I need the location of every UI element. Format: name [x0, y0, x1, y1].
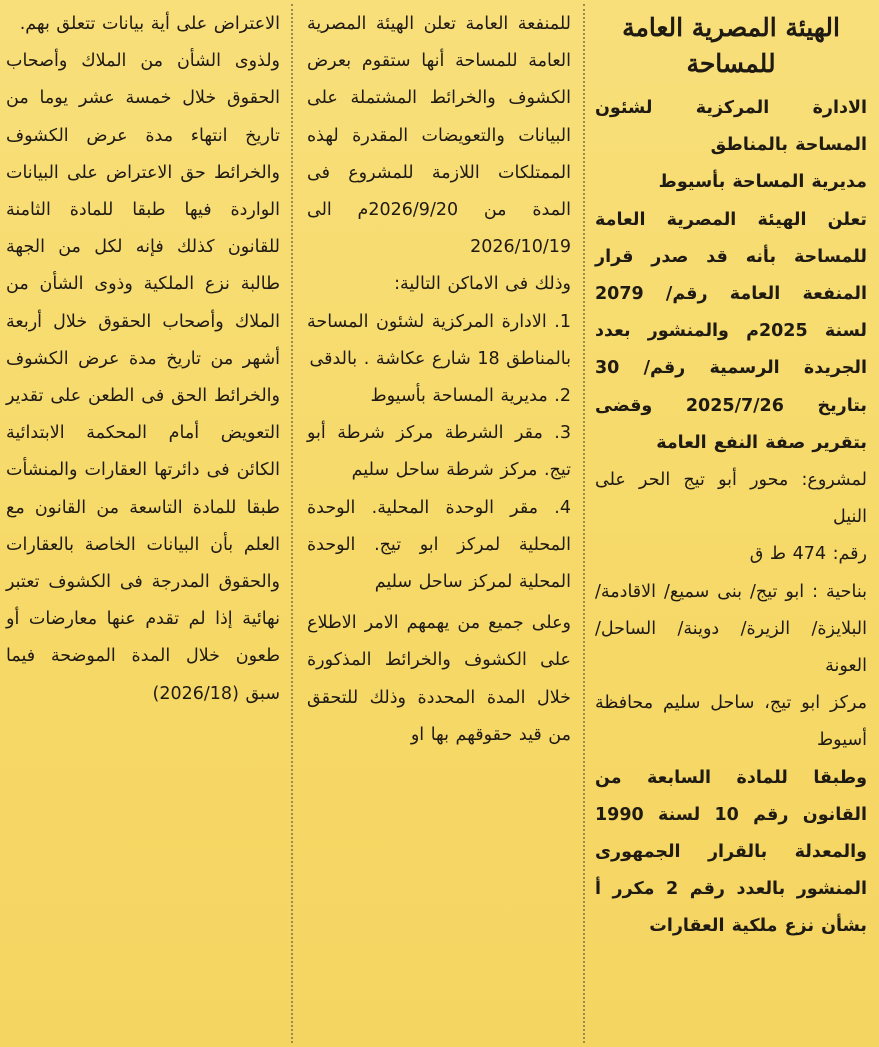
display-period: للمنفعة العامة تعلن الهيئة المصرية العامة للمساحة أنها ستقوم بعرض الكشوف والخرائط المشتملة على البيانات والتعويضات المقدرة لهذه الممتلكات اللازمة للمشروع فى المدة من 2026/9/20م الى 2026/10/19: [307, 14, 571, 258]
district-governorate: مركز ابو تيج، ساحل سليم محافظة أسيوط: [595, 693, 867, 751]
column-divider: [583, 4, 585, 1043]
location-item-3: 3. مقر الشرطة مركز شرطة أبو تيج. مركز شرطة ساحل سليم: [307, 423, 571, 481]
notice-title: الهيئة المصرية العامة للمساحة: [622, 13, 840, 78]
project-number: رقم: 474 ط ق: [749, 544, 867, 565]
column-middle: [301, 0, 579, 754]
decree-announcement: تعلن الهيئة المصرية العامة للمساحة بأنه قد صدر قرار المنفعة العامة رقم/ 2079 لسنة 2025م والمنشور بعدد الجريدة الرسمية رقم/ 30 بتاريخ 2025/7/26 وقضى بتقرير صفة النفع العامة: [595, 209, 867, 453]
column-divider: [291, 4, 293, 1043]
villages-list: بناحية : ابو تيج/ بنى سميع/ الاقادمة/ البلايزة/ الزيرة/ دوينة/ الساحل/ العونة: [595, 581, 867, 677]
location-item-1: 1. الادارة المركزية لشئون المساحة بالمناطق 18 شارع عكاشة . بالدقى: [307, 311, 571, 369]
column-right: [589, 0, 875, 946]
project-name: لمشروع: محور أبو تيج الحر على النيل: [595, 470, 867, 528]
review-instructions: وعلى جميع من يهمهم الامر الاطلاع على الكشوف والخرائط المذكورة خلال المدة المحددة وذلك للتحقق من قيد حقوقهم بها او: [307, 613, 571, 745]
locations-heading: وذلك فى الاماكن التالية:: [394, 274, 571, 295]
directorate-name: مديرية المساحة بأسيوط: [658, 172, 867, 193]
legal-basis: وطبقا للمادة السابعة من القانون رقم 10 لسنة 1990 والمعدلة بالقرار الجمهورى المنشور بالعدد رقم 2 مكرر أ بشأن نزع ملكية العقارات: [595, 767, 868, 937]
department-name: الادارة المركزية لشئون المساحة بالمناطق: [595, 98, 867, 156]
location-item-2: 2. مديرية المساحة بأسيوط: [370, 386, 571, 407]
column-left: [2, 0, 288, 713]
location-item-4: 4. مقر الوحدة المحلية. الوحدة المحلية لمركز ابو تيج. الوحدة المحلية لمركز ساحل سليم: [307, 497, 571, 593]
objection-note: الاعتراض على أية بيانات تتعلق بهم.: [19, 14, 280, 34]
objection-rights: ولذوى الشأن من الملاك وأصحاب الحقوق خلال خمسة عشر يوما من تاريخ انتهاء مدة عرض الكشوف والخرائط حق الاعتراض على البيانات الواردة فيها طبقا للمادة الثامنة للقانون كذلك فإنه لكل من الجهة طالبة نزع الملكية وذوى الشأن من الملاك وأصحاب الحقوق خلال أربعة أشهر من تاريخ مدة عرض الكشوف والخرائط الحق فى الطعن على تقدير التعويض أمام المحكمة الابتدائية الكائن فى دائرتها العقارات والمنشأت طبقا للمادة التاسعة من القانون مع العلم بأن البيانات الخاصة بالعقارات والحقوق المدرجة فى الكشوف تعتبر نهائية إذا لم تقدم عنها معارضات أو طعون خلال المدة الموضحة فيما سبق (2026/18): [6, 51, 280, 704]
